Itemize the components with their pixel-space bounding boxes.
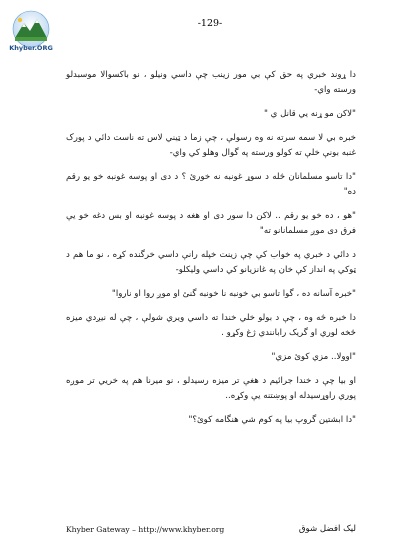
paragraph: او بيا چې د خندا جرائيم د هغې تر ميزه رسيدلو ، نو ميرنا هم په خريي تر موږه پوري راوړسيدله او پوښتنه يې وکړه.. — [66, 376, 356, 401]
paragraph: "دا تاسو مسلمانان څله د سوړ غونبه نه خورئ ؟ د دی او پوسه غونبه خو يو رقم ده" — [66, 172, 356, 197]
paragraph: د دائي د خبري په خواب کې چې زينت خپله رانې داسي خرگنده کړه ، نو ما هم د ټوکي په انداز کې خان په غانزيانو کي داسي وليکلو- — [66, 250, 356, 275]
paragraph: دا خبره څه وه ، چې د بولو خلي خندا ته داسي ويري شولې ، چې له نيږدي ميزه څخه لوري او گريک رابانندي ژغ وکړو . — [66, 313, 356, 338]
footer-source: Khyber Gateway – http://www.khyber.org — [66, 525, 225, 534]
paragraph: خبره بي لا سمه سرته نه وه رسولې ، چې زما د ټيني لاس ته ناست دائي د پورک غنبه بونې خلې ته کولو ورسته په گوال وهلو کي واي- — [66, 133, 356, 158]
paragraph: "لاکن مو ړنه يي قانل ي " — [263, 109, 356, 119]
paragraph: "اوولا.. مزي کوئ مزي" — [271, 352, 356, 362]
paragraph: "خبره آسانه ده ، گوا تاسو بي خونبه نا خونبه گنئ او موږ روا او ناروا" — [111, 289, 356, 299]
body-text — [66, 68, 356, 437]
paragraph: "دا ابشتين گروپ بيا په کوم شي هنگامه کوئ؟" — [188, 415, 356, 425]
paragraph: دا ړوند خبري په حق کې بي مور زينب چې داسي ونيلو ، نو باکسوالا موسبدلو ورسته واي- — [66, 70, 356, 95]
paragraph: "هو ، ده خو يو رقم .. لاکن دا سور دی او هغه د پوسه غونبه او بس دغه خو يې فرق دی موږ مسلمانانو ته" — [66, 211, 356, 236]
logo-label: Khyber.ORG — [9, 44, 53, 52]
footer-author: ليک افضل شوق — [298, 524, 356, 534]
page-number: -129- — [197, 18, 223, 29]
